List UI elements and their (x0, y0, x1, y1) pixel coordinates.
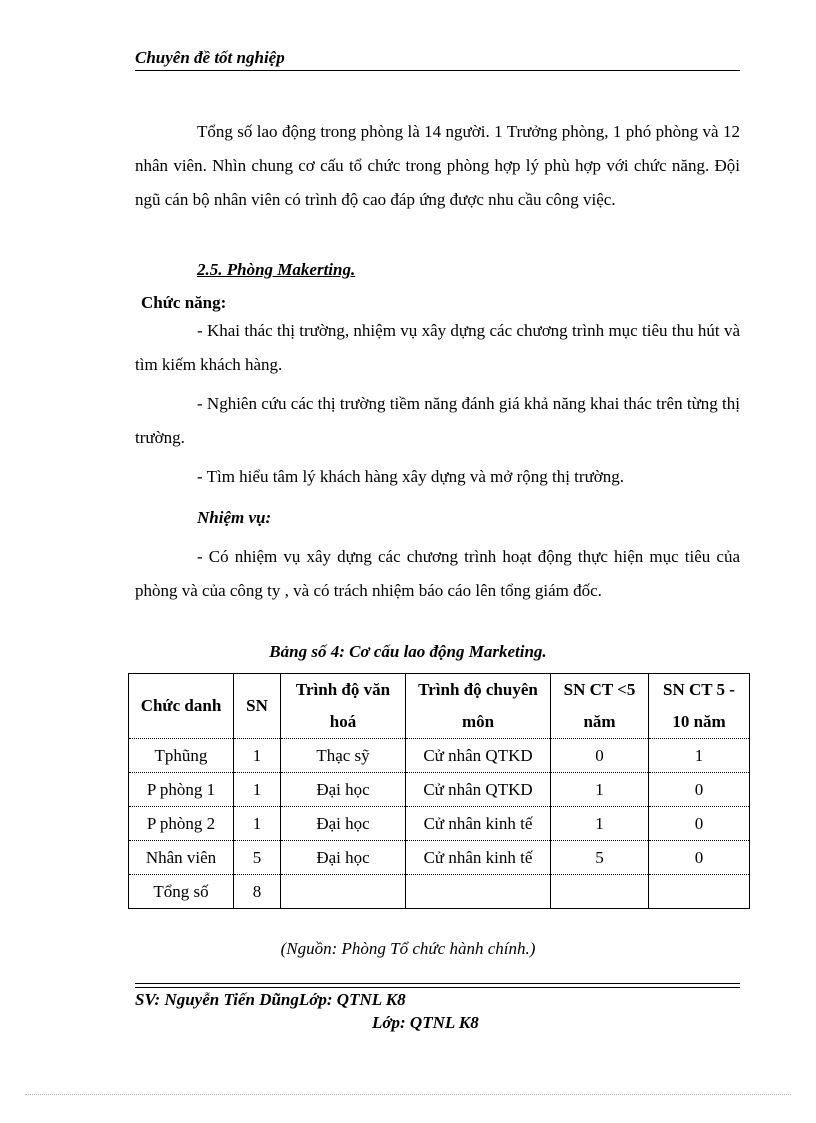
table-cell: Tổng số (129, 875, 234, 909)
table-source-note: (Nguồn: Phòng Tổ chức hành chính.) (280, 939, 536, 958)
table-cell: 1 (551, 773, 649, 807)
table-cell (281, 875, 406, 909)
table-cell: 0 (551, 739, 649, 773)
header-education: Trình độ văn hoá (281, 674, 406, 739)
table-cell: 1 (234, 773, 281, 807)
function-item-1: - Khai thác thị trường, nhiệm vụ xây dựng các chương trình mục tiêu thu hút và tìm kiếm khách hàng. (135, 321, 740, 374)
table-cell (649, 875, 750, 909)
header-under-5-years: SN CT <5 năm (551, 674, 649, 739)
page-header-title: Chuyên đề tốt nghiệp (135, 48, 740, 71)
footer-student-line (135, 990, 406, 1010)
duty-item-1: - Có nhiệm vụ xây dựng các chương trình hoạt động thực hiện mục tiêu của phòng và của công ty , và có trách nhiệm báo cáo lên tổng giám đốc. (135, 547, 740, 600)
table-cell: 1 (234, 739, 281, 773)
duties-label: Nhiệm vụ: (197, 508, 272, 527)
intro-paragraph: Tổng số lao động trong phòng là 14 người. 1 Trưởng phòng, 1 phó phòng và 12 nhân viên. Nhìn chung cơ cấu tổ chức trong phòng hợp lý phù hợp với chức năng. Đội ngũ cán bộ nhân viên có trình độ cao đáp ứng được nhu cầu công việc. (135, 122, 740, 209)
table-caption: Bảng số 4: Cơ cấu lao động Marketing. (269, 642, 547, 661)
table-cell: Tphũng (129, 739, 234, 773)
footer-divider-top (135, 983, 740, 984)
header-position: Chức danh (129, 674, 234, 739)
table-cell: 0 (649, 773, 750, 807)
function-item-2: - Nghiên cứu các thị trường tiềm năng đánh giá khả năng khai thác trên từng thị trường. (135, 394, 740, 447)
table-row-total (129, 875, 750, 909)
table-row (129, 807, 750, 841)
table-cell: 8 (234, 875, 281, 909)
staff-structure-table (128, 673, 750, 909)
table-cell: Cử nhân QTKD (406, 773, 551, 807)
table-cell: Cử nhân QTKD (406, 739, 551, 773)
table-row (129, 739, 750, 773)
footer-class-inline: Lớp: QTNL K8 (298, 990, 406, 1009)
section-heading: 2.5. Phòng Makerting. (197, 260, 356, 279)
function-item-3: - Tìm hiểu tâm lý khách hàng xây dựng và mở rộng thị trường. (197, 467, 625, 486)
table-row (129, 841, 750, 875)
table-cell (406, 875, 551, 909)
table-cell: Đại học (281, 773, 406, 807)
table-cell: Cử nhân kinh tế (406, 807, 551, 841)
table-cell: 1 (649, 739, 750, 773)
table-cell: 1 (551, 807, 649, 841)
header-5-10-years: SN CT 5 - 10 năm (649, 674, 750, 739)
footer-student: SV: Nguyễn Tiến Dũng (135, 990, 299, 1009)
table-cell: 5 (234, 841, 281, 875)
table-cell: Đại học (281, 841, 406, 875)
table-cell: Cử nhân kinh tế (406, 841, 551, 875)
footer-class-second: Lớp: QTNL K8 (372, 1013, 479, 1032)
table-cell: 0 (649, 807, 750, 841)
table-cell: P phòng 2 (129, 807, 234, 841)
table-row (129, 773, 750, 807)
page-bottom-divider (25, 1094, 791, 1095)
table-cell: P phòng 1 (129, 773, 234, 807)
table-cell: Thạc sỹ (281, 739, 406, 773)
table-cell: 5 (551, 841, 649, 875)
functions-label: Chức năng: (141, 293, 227, 312)
table-cell: 0 (649, 841, 750, 875)
table-cell: 1 (234, 807, 281, 841)
header-count: SN (234, 674, 281, 739)
header-specialty: Trình độ chuyên môn (406, 674, 551, 739)
table-header-row (129, 674, 750, 739)
table-cell: Đại học (281, 807, 406, 841)
table-cell: Nhân viên (129, 841, 234, 875)
footer-divider-bottom (135, 987, 740, 988)
table-cell (551, 875, 649, 909)
